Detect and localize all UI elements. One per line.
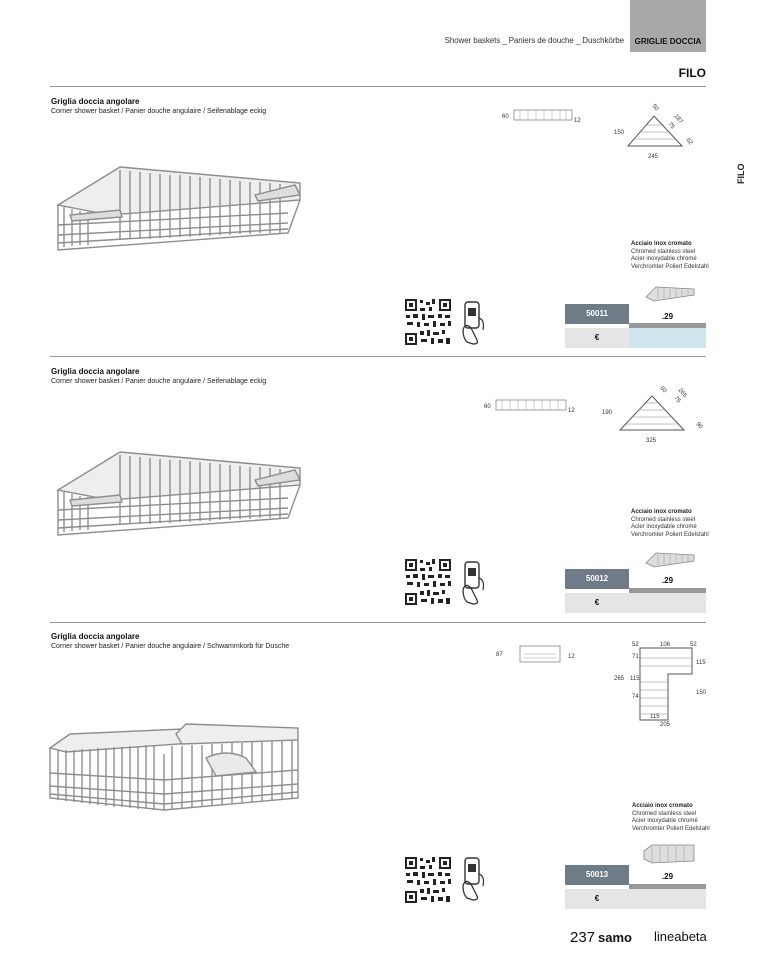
section-title: FILO [678,66,706,80]
dim-l1: 71 [632,654,639,660]
dim-height: 60 [484,404,491,410]
dim-height: 87 [496,652,503,658]
dim-c: 265 [676,387,688,399]
product-title: Griglia doccia angolare [51,632,140,641]
category-tab-label: GRIGLIE DOCCIA [634,37,702,46]
dim-b: 325 [646,438,657,444]
dim-f: 90 [694,421,704,431]
material-de: Verchromter Poliert Edelstahl [631,263,709,270]
material-fr: Acier inoxydable chromé [631,524,697,530]
phone-scan-icon [461,856,489,902]
qr-code[interactable] [404,856,452,904]
material-en: Chromed stainless steel [631,248,696,255]
price-value [629,328,706,348]
dim-b1: 115 [650,714,660,720]
material-info [631,509,709,539]
dim-a: 190 [602,410,613,416]
price-label: € [565,889,629,909]
brand-line: lineabeta [654,929,707,944]
finish-code: .29 [629,307,706,327]
phone-scan-icon [461,300,489,346]
page-number: 237 [570,929,596,946]
dim-w3: 52 [690,642,697,648]
top-dimension-drawing [600,384,710,446]
material-fr: Acier inoxydable chromé [631,256,697,262]
material-en: Chromed stainless steel [632,810,697,817]
dim-thickness: 12 [568,654,575,660]
side-dimension-drawing [480,392,580,420]
material-de: Verchromter Poliert Edelstahl [631,531,709,538]
divider [50,356,706,357]
dim-thickness: 12 [568,408,575,414]
dim-b: 245 [648,154,659,160]
brand-logo: samo [598,930,632,945]
dim-c: 187 [672,113,684,125]
product-title: Griglia doccia angolare [51,367,140,376]
product-photo-basket [50,155,312,260]
dim-d: 60 [658,385,668,395]
finish-thumbnail [642,549,698,569]
category-tab[interactable] [630,0,706,52]
dim-d: 50 [650,103,660,113]
dim-total: 265 [614,676,625,682]
dim-b2: 205 [660,722,671,728]
material-fr: Acier inoxydable chromé [632,818,698,824]
material-it: Acciaio inox cromato [632,803,693,809]
product-subtitle: Corner shower basket / Panier douche angulaire / Seifenablage eckig [51,378,267,385]
side-dimension-drawing [480,640,580,670]
dim-a: 150 [614,130,625,136]
dim-l2: 115 [630,676,640,682]
dim-w2: 106 [660,642,671,648]
side-label: FILO [736,163,746,184]
material-it: Acciaio inox cromato [631,241,692,247]
product-subtitle: Corner shower basket / Panier douche angulaire / Seifenablage eckig [51,108,267,115]
price-label: € [565,328,629,348]
top-dimension-drawing [610,638,710,730]
finish-code: .29 [629,571,706,591]
dim-f: 62 [684,137,694,147]
qr-code[interactable] [404,298,452,346]
product-photo-basket [46,718,304,818]
material-de: Verchromter Poliert Edelstahl [632,825,710,832]
product-code: 50011 [565,304,629,324]
divider [50,86,706,87]
divider [50,622,706,623]
dim-r2: 150 [696,690,707,696]
dim-e: 75 [672,395,682,405]
top-dimension-drawing [610,98,705,160]
product-code: 50013 [565,865,629,885]
dim-thickness: 12 [574,118,581,124]
price-value [629,593,706,613]
product-title: Griglia doccia angolare [51,97,140,106]
breadcrumb: Shower baskets _ Paniers de douche _ Duschkörbe [444,36,624,45]
dim-e: 75 [666,121,676,131]
product-subtitle: Corner shower basket / Panier douche angulaire / Schwammkorb für Dusche [51,643,290,650]
phone-scan-icon [461,560,489,606]
material-info [631,241,709,271]
material-en: Chromed stainless steel [631,516,696,523]
finish-thumbnail [642,283,698,303]
finish-code: .29 [629,867,706,887]
finish-thumbnail [642,843,698,865]
product-code: 50012 [565,569,629,589]
price-label: € [565,593,629,613]
material-it: Acciaio inox cromato [631,509,692,515]
dim-l3: 74 [632,694,639,700]
dim-height: 60 [502,114,509,120]
product-photo-basket [50,440,312,545]
price-value [629,889,706,909]
dim-r1: 115 [696,660,706,666]
side-dimension-drawing [500,102,590,130]
dim-w1: 52 [632,642,639,648]
qr-code[interactable] [404,558,452,606]
material-info [632,803,710,833]
